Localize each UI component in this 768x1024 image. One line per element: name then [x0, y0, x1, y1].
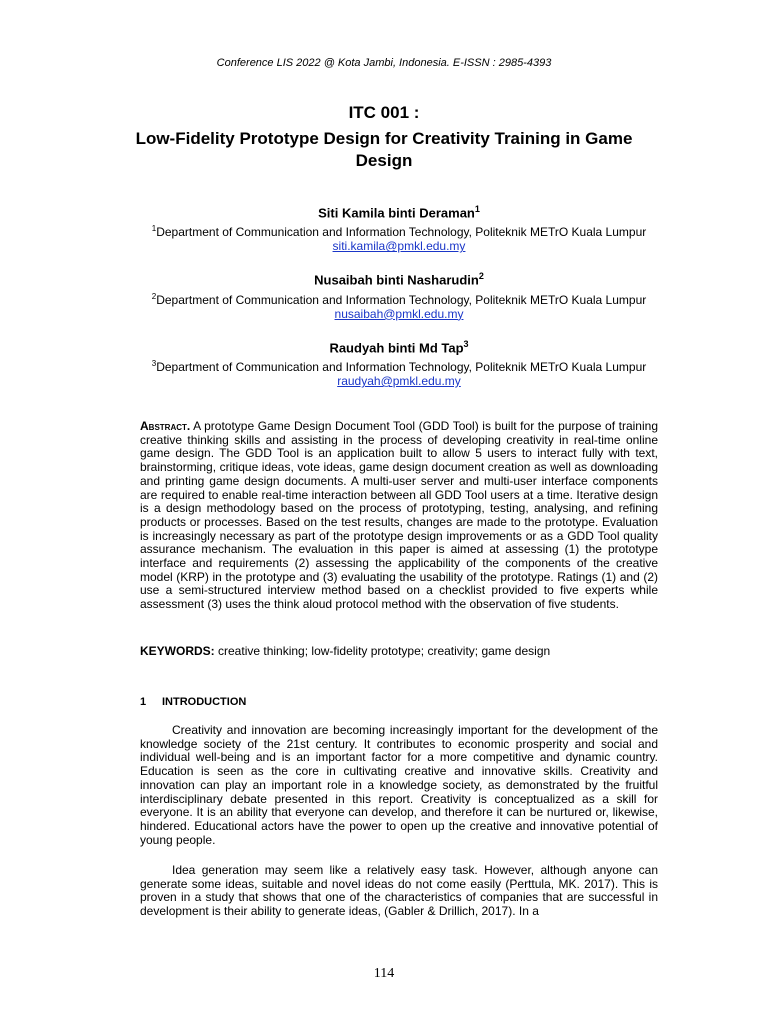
author-email-link[interactable]: nusaibah@pmkl.edu.my — [334, 306, 464, 321]
author-affiliation: Department of Communication and Information Technology, Politeknik METrO Kuala Lumpur — [156, 225, 647, 240]
author-name: Nusaibah binti Nasharudin — [314, 272, 479, 288]
paragraph-2: Idea generation may seem like a relatively easy task. However, although anyone can generate some ideas, suitable and novel ideas do not come easily (Perttula, MK. 2017). This is proven in a study that shows that one of the characteristics of companies that are successful in development is their ability to generate ideas, (Gabler & Drillich, 2017). In a — [140, 863, 658, 919]
author-1 — [140, 200, 658, 253]
affiliation-superscript: 2 — [151, 291, 157, 301]
section-heading — [140, 696, 246, 708]
abstract-text: A prototype Game Design Document Tool (GDD Tool) is built for the purpose of training creative thinking skills and assisting in the process of developing creativity in real-time online game design. The GDD Tool is an application built to allow 5 users to interact fully with text, brainstorming, critique ideas, vote ideas, game design document creation as well as downloading and printing game design documents. A multi-user server and multi-user interface components are required to enable real-time interaction between all GDD Tool users at a time. Iterative design is a design methodology based on the process of prototyping, testing, analysing, and refining products or processes. Based on the test results, changes are made to the prototype. Evaluation is increasingly necessary as part of the prototype design improvements or as a GDD Tool quality assurance mechanism. The evaluation in this paper is aimed at assessing (1) the prototype interface and requirements (2) assessing the applicability of the components of the creative model (KRP) in the prototype and (3) evaluating the usability of the prototype. Ratings (1) and (2) use a semi-structured interview method based on a checklist provided to five experts while assessment (3) uses the think aloud protocol method with the observation of five students. — [140, 419, 658, 612]
keywords-text: creative thinking; low-fidelity prototype; creativity; game design — [218, 644, 551, 658]
author-name: Raudyah binti Md Tap — [329, 339, 464, 355]
paper-title-text: Low-Fidelity Prototype Design for Creativity Training in Game Design — [135, 129, 633, 170]
author-2 — [140, 267, 658, 320]
author-superscript: 1 — [474, 204, 480, 214]
author-name: Siti Kamila binti Deraman — [318, 205, 475, 221]
affiliation-superscript: 1 — [151, 224, 157, 234]
author-email-link[interactable]: siti.kamila@pmkl.edu.my — [332, 239, 466, 254]
page-number: 114 — [373, 966, 395, 981]
title-block — [0, 102, 768, 172]
authors-list — [140, 200, 658, 402]
author-superscript: 3 — [463, 338, 469, 349]
author-email-link[interactable]: raudyah@pmkl.edu.my — [337, 373, 461, 388]
keywords — [140, 645, 658, 659]
author-affiliation: Department of Communication and Information Technology, Politeknik METrO Kuala Lumpur — [156, 359, 647, 374]
paragraph-1: Creativity and innovation are becoming increasingly important for the development of the knowledge society of the 21st century. It contributes to economic prosperity and social and individual well-being and is an important factor for a more competitive and dynamic country. Education is seen as the core in cultivating creative and innovative skills. Creativity and innovation can play an important role in a knowledge society, as demonstrated by the fruitful interdisciplinary debate presented in this report. Creativity is conceptualized as a skill for everyone. It is an ability that everyone can develop, and therefore it can be nurtured or, likewise, hindered. Educational actors have the power to open up the creative and innovative potential of young people. — [140, 723, 658, 847]
section-title: INTRODUCTION — [162, 696, 247, 708]
keywords-label: KEYWORDS: — [140, 644, 215, 658]
affiliation-superscript: 3 — [151, 358, 157, 368]
author-affiliation: Department of Communication and Information Technology, Politeknik METrO Kuala Lumpur — [156, 292, 647, 307]
author-3 — [140, 335, 658, 388]
section-number: 1 — [140, 696, 147, 708]
abstract — [140, 420, 658, 612]
paper-title — [0, 128, 768, 172]
paper-code: ITC 001 : — [348, 103, 420, 122]
conference-header: Conference LIS 2022 @ Kota Jambi, Indonesia. E-ISSN : 2985-4393 — [216, 57, 552, 69]
author-superscript: 2 — [478, 271, 484, 282]
abstract-label: Abstract. — [140, 419, 191, 433]
